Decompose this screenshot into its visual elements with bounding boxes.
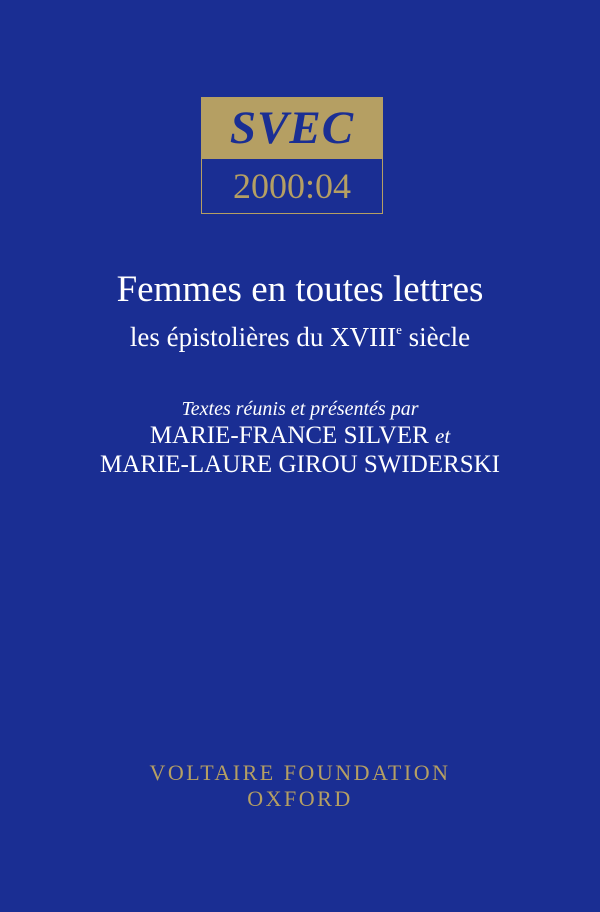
series-name-panel xyxy=(202,98,382,158)
author-1-name: MARIE-FRANCE SILVER xyxy=(149,422,429,449)
series-name: SVEC xyxy=(229,102,355,154)
publisher-name: VOLTAIRE FOUNDATION xyxy=(149,760,451,785)
book-subtitle xyxy=(0,312,600,355)
subtitle-main: les épistolières du XVIII xyxy=(129,322,397,352)
publisher-place: OXFORD xyxy=(247,786,353,811)
subtitle-end: siècle xyxy=(401,322,471,352)
series-number: 2000:04 xyxy=(232,166,351,206)
author-conjunction: et xyxy=(435,424,451,448)
series-divider xyxy=(202,158,382,159)
author-2-name: MARIE-LAURE GIROU SWIDERSKI xyxy=(100,451,500,478)
subtitle-superscript: e xyxy=(396,322,402,337)
editor-byline: Textes réunis et présentés par xyxy=(181,398,419,420)
book-title: Femmes en toutes lettres xyxy=(116,269,484,310)
series-box xyxy=(201,97,383,214)
